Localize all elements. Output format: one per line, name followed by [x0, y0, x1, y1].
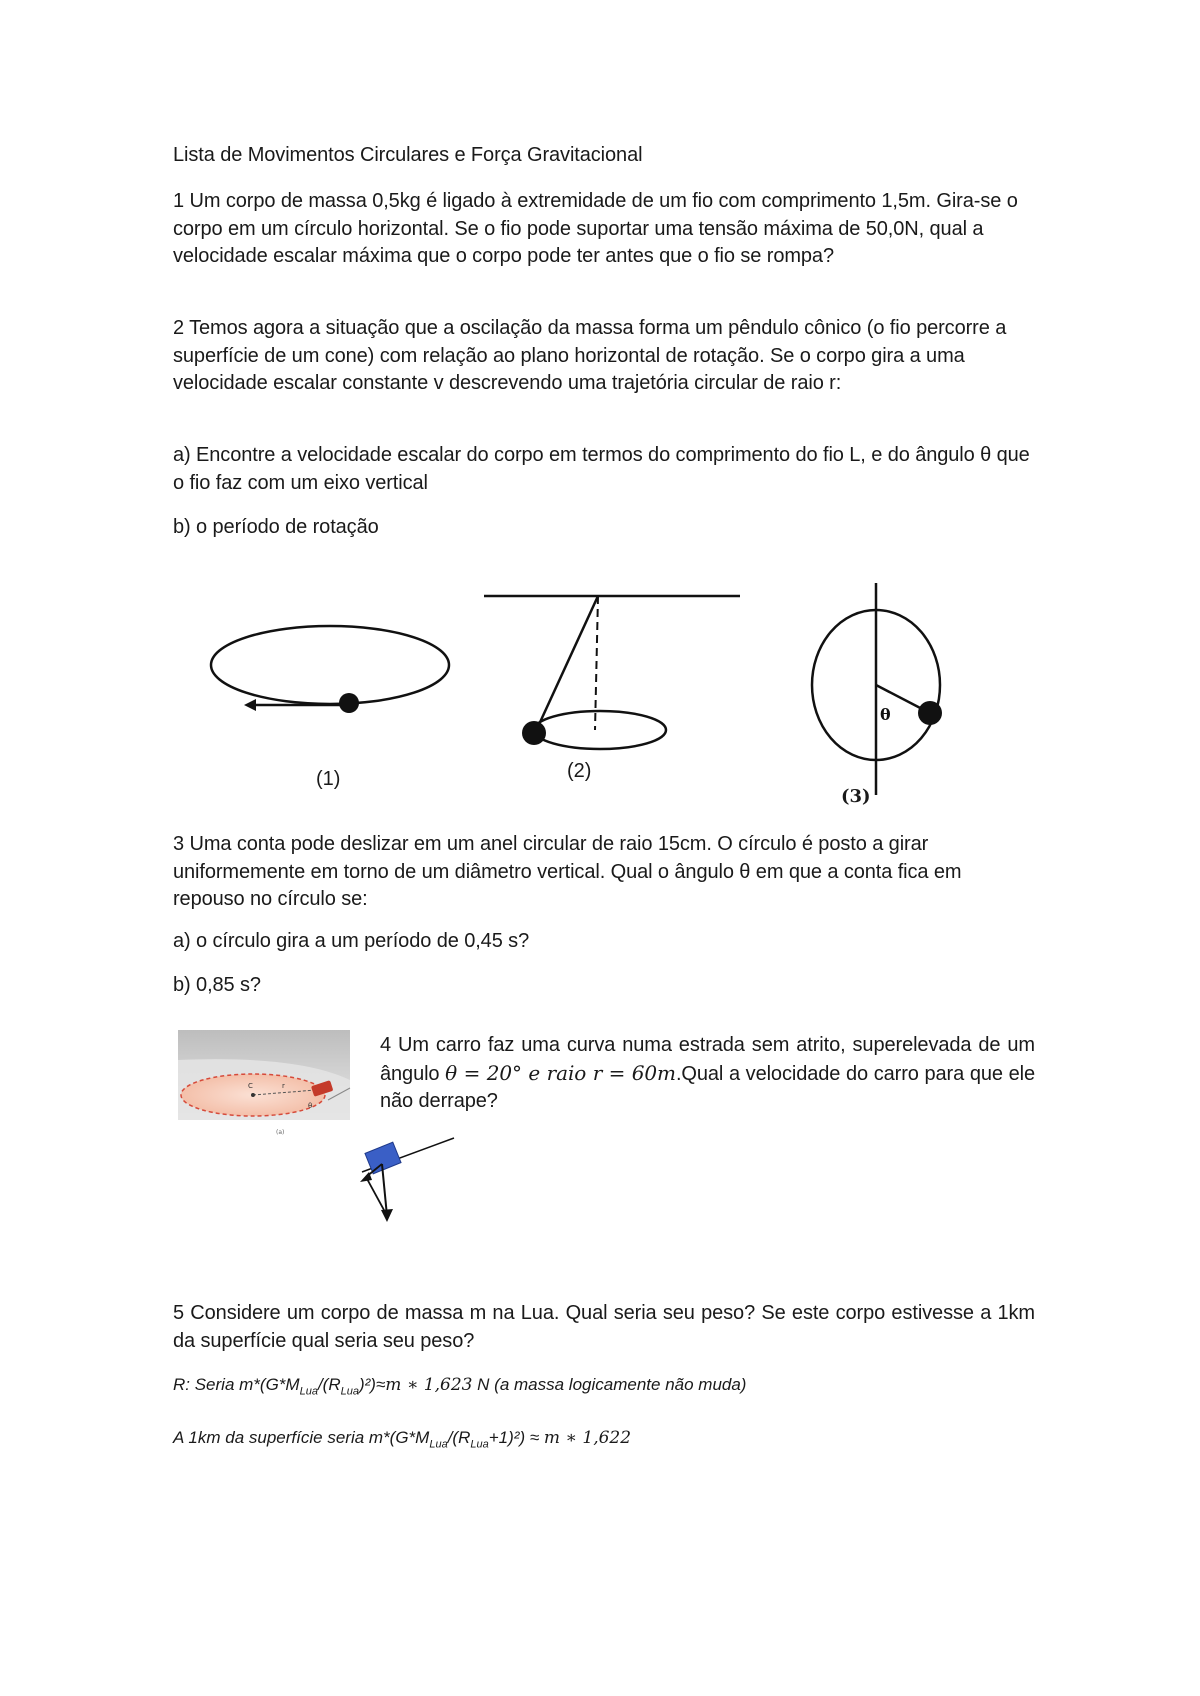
question-2a: a) Encontre a velocidade escalar do corpo em termos do comprimento do fio L, e do ângulo θ que o fio faz com um eixo vertical [173, 444, 1030, 494]
force-triangle-side [366, 1177, 384, 1210]
weight-arrowhead [381, 1209, 393, 1222]
banked-force-diagram [350, 1130, 460, 1225]
figure-horizontal-circle [200, 610, 460, 720]
document-title: Lista de Movimentos Circulares e Força Gravitacional [173, 144, 643, 166]
question-4-intro: 4 Um carro faz uma curva numa estrada sem atrito, superelevada de um ângulo [380, 1034, 1035, 1085]
pendulum-bob [522, 721, 546, 745]
answer-5-line-2: A 1km da superfície seria $m*(G*M_{Lua}/(R_{Lua}+1)^2) \approx m$ ∗ 1,622 [173, 1428, 632, 1451]
question-4 [380, 1032, 1035, 1116]
figure-2-caption: (2) [567, 760, 592, 782]
velocity-arrowhead [244, 699, 256, 711]
center-point [251, 1093, 255, 1097]
question-3b: b) 0,85 s? [173, 974, 261, 996]
radius-label: r [282, 1082, 285, 1090]
question-3: 3 Uma conta pode deslizar em um anel circular de raio 15cm. O círculo é posto a girar uniformemente em torno de um diâmetro vertical. Qual o ângulo θ em que a conta fica em repouso no círculo se: [173, 833, 962, 910]
figure-3-caption: (3) [841, 786, 871, 807]
question-1: 1 Um corpo de massa 0,5kg é ligado à extremidade de um fio com comprimento 1,5m. Gira-se o corpo em um círculo horizontal. Se o fio pode suportar uma tensão máxima de 50,0N, qual a velocidade escalar máxima que o corpo pode ter antes que o fio se rompa? [173, 190, 1018, 267]
banked-curve-illustration [178, 1030, 358, 1140]
circle-path [211, 626, 449, 704]
question-5: 5 Considere um corpo de massa m na Lua. Qual seria seu peso? Se este corpo estivesse a 1km da superfície qual seria seu peso? [173, 1302, 1035, 1352]
figure-1-caption: (1) [316, 768, 341, 790]
angle-label: θ [308, 1102, 313, 1110]
circular-trajectory [534, 711, 666, 749]
subfigure-label: (a) [276, 1129, 285, 1136]
question-4-math: θ = 20° e raio r = 60m [445, 1060, 676, 1085]
question-3a: a) o círculo gira a um período de 0,45 s? [173, 930, 530, 952]
theta-label: θ [880, 705, 891, 724]
answer-5-line-1: R: Seria $m*(G*M_{Lua}/(R_{Lua})^2)\approx m$ ∗ 1,623 N (a massa logicamente não muda) [173, 1375, 747, 1398]
question-2b: b) o período de rotação [173, 516, 379, 538]
question-4-rest: .Qual a velocidade do carro para que ele não derrape? [380, 1062, 1035, 1112]
bead [918, 701, 942, 725]
question-2: 2 Temos agora a situação que a oscilação da massa forma um pêndulo cônico (o fio percorre a superfície de um cone) com relação ao plano horizontal de rotação. Se o corpo gira a uma velocidade escalar constante v descrevendo uma trajetória circular de raio r: [173, 317, 1007, 394]
figure-rotating-ring [800, 580, 960, 805]
figure-conical-pendulum [480, 585, 750, 755]
center-label: C [248, 1082, 253, 1090]
mass-ball [339, 693, 359, 713]
